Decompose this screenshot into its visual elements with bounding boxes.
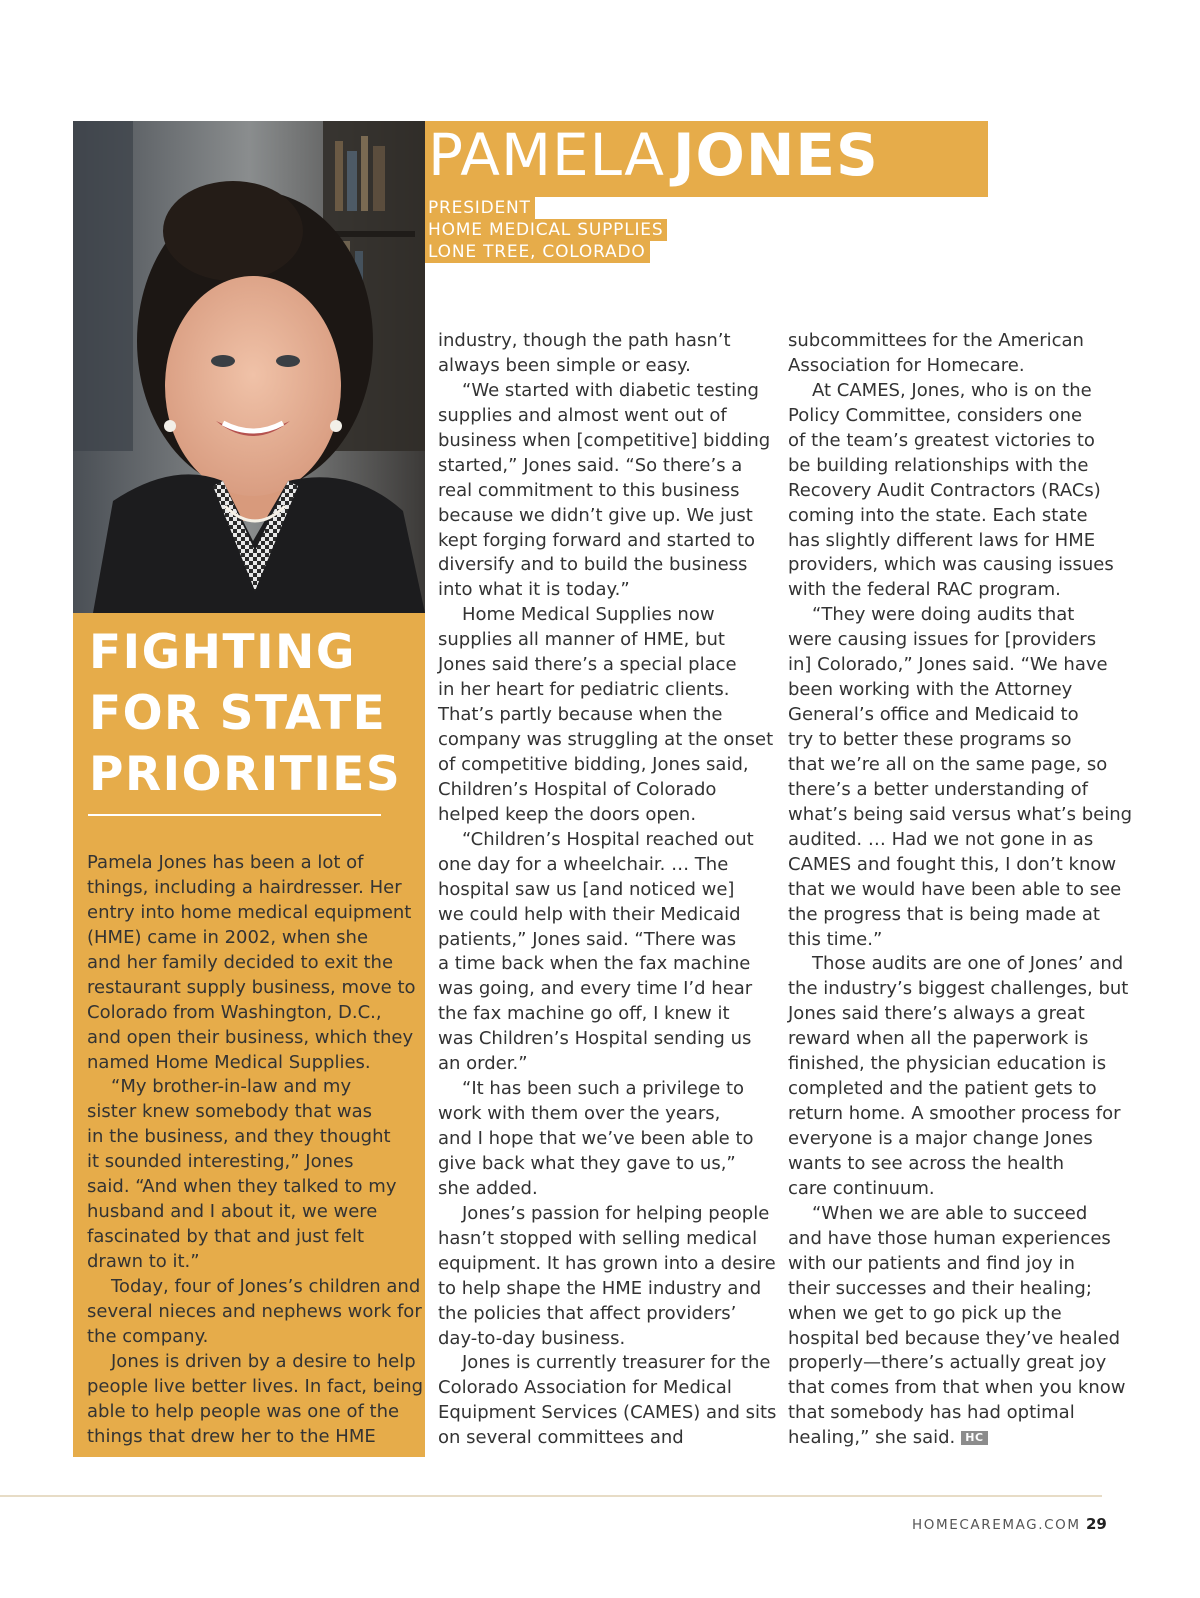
- article-line: [788, 1302, 1132, 1327]
- article-line: [438, 1252, 776, 1277]
- sidebar-headline: [89, 622, 419, 805]
- article-line: [438, 1077, 776, 1102]
- article-line-text: we could help with their Medicaid: [438, 903, 741, 925]
- article-line: [788, 803, 1132, 828]
- article-line-text: Home Medical Supplies now: [462, 604, 715, 626]
- article-line: [788, 1127, 1132, 1152]
- article-line: [438, 1152, 776, 1177]
- end-mark-icon: HC: [961, 1431, 987, 1445]
- article-line: [788, 853, 1132, 878]
- article-line-text: coming into the state. Each state: [788, 504, 1088, 526]
- article-line: [788, 1252, 1132, 1277]
- article-line-text: “Children’s Hospital reached out: [462, 828, 754, 850]
- article-line-text: supplies and almost went out of: [438, 404, 727, 426]
- article-line: [788, 703, 1132, 728]
- article-line: [788, 1426, 1132, 1451]
- article-line-text: that somebody has had optimal: [788, 1402, 1075, 1424]
- article-line-text: Pamela Jones has been a lot of: [87, 852, 364, 873]
- article-line: [788, 454, 1132, 479]
- article-line-text: General’s office and Medicaid to: [788, 704, 1079, 726]
- article-line: [438, 703, 776, 728]
- article-line-text: always been simple or easy.: [438, 354, 691, 376]
- article-line: [438, 828, 776, 853]
- article-line: [438, 1302, 776, 1327]
- article-line: [788, 529, 1132, 554]
- article-line: [87, 1300, 423, 1325]
- article-line-text: At CAMES, Jones, who is on the: [812, 379, 1092, 401]
- headline-divider: [88, 814, 381, 816]
- article-line-text: that comes from that when you know: [788, 1377, 1126, 1399]
- article-line-text: supplies all manner of HME, but: [438, 629, 725, 651]
- article-line-text: everyone is a major change Jones: [788, 1128, 1093, 1149]
- article-line-text: it sounded interesting,” Jones: [87, 1151, 354, 1173]
- article-line-text: Jones is driven by a desire to help: [111, 1350, 416, 1372]
- article-line: [87, 1250, 423, 1275]
- article-line: [438, 504, 776, 529]
- title-location: LONE TREE, COLORADO: [425, 241, 650, 263]
- article-line-text: helped keep the doors open.: [438, 803, 697, 825]
- article-line: [788, 479, 1132, 504]
- article-line-text: audited. … Had we not gone in as: [788, 828, 1094, 850]
- article-line-text: the policies that affect providers’: [438, 1302, 737, 1324]
- article-line-text: providers, which was causing issues: [788, 554, 1114, 576]
- article-line-text: been working with the Attorney: [788, 679, 1073, 701]
- article-line: [788, 1052, 1132, 1077]
- article-line: [438, 1102, 776, 1127]
- article-line-text: was going, and every time I’d hear: [438, 978, 753, 1000]
- article-line: [788, 1102, 1132, 1127]
- article-line-text: healing,” she said.: [788, 1427, 956, 1449]
- article-line-text: (HME) came in 2002, when she: [87, 926, 369, 948]
- title-company: HOME MEDICAL SUPPLIES: [425, 219, 667, 241]
- article-line: [788, 329, 1132, 354]
- article-column-left: [87, 851, 423, 1450]
- article-line-text: “My brother-in-law and my: [111, 1076, 352, 1098]
- last-name: JONES: [672, 121, 879, 189]
- article-line: [438, 1277, 776, 1302]
- article-line-text: CAMES and fought this, I don’t know: [788, 853, 1117, 875]
- article-line: [87, 1375, 423, 1400]
- article-line-text: said. “And when they talked to my: [87, 1176, 397, 1198]
- article-line-text: one day for a wheelchair. … The: [438, 853, 729, 875]
- article-line-text: things, including a hairdresser. Her: [87, 876, 402, 898]
- article-line-text: husband and I about it, we were: [87, 1201, 378, 1223]
- article-line: [87, 1350, 423, 1375]
- footer-divider: [0, 1495, 1102, 1497]
- portrait-photo: [73, 121, 425, 613]
- article-line-text: Colorado from Washington, D.C.,: [87, 1001, 382, 1023]
- article-line-text: because we didn’t give up. We just: [438, 504, 753, 526]
- article-line-text: with the federal RAC program.: [788, 579, 1061, 601]
- article-line-text: kept forging forward and started to: [438, 529, 756, 551]
- article-line: [87, 1026, 423, 1051]
- article-line: [788, 753, 1132, 778]
- article-line: [438, 977, 776, 1002]
- article-line-text: started,” Jones said. “So there’s a: [438, 454, 743, 476]
- article-line-text: and open their business, which they: [87, 1026, 414, 1048]
- article-line: [788, 1227, 1132, 1252]
- article-line: [438, 1327, 776, 1352]
- article-line: [788, 878, 1132, 903]
- article-line: [438, 778, 776, 803]
- article-line: [438, 1177, 776, 1202]
- article-line: [788, 1401, 1132, 1426]
- article-line: [788, 952, 1132, 977]
- article-line: [87, 1175, 423, 1200]
- article-line: [438, 952, 776, 977]
- article-line-text: to help shape the HME industry and: [438, 1277, 762, 1299]
- article-line: [87, 1425, 423, 1450]
- article-line-text: on several committees and: [438, 1427, 684, 1449]
- article-line: [438, 529, 776, 554]
- article-line-text: Children’s Hospital of Colorado: [438, 778, 717, 800]
- article-line: [788, 603, 1132, 628]
- first-name: PAMELA: [428, 121, 665, 189]
- article-line: [438, 379, 776, 404]
- article-line-text: with our patients and find joy in: [788, 1252, 1075, 1274]
- article-line-text: completed and the patient gets to: [788, 1078, 1097, 1100]
- article-line: [438, 878, 776, 903]
- article-line-text: and I hope that we’ve been able to: [438, 1128, 754, 1149]
- footer-website: HOMECAREMAG.COM: [912, 1517, 1081, 1533]
- article-line: [87, 951, 423, 976]
- article-line: [87, 901, 423, 926]
- article-line-text: care continuum.: [788, 1177, 935, 1199]
- article-line-text: restaurant supply business, move to: [87, 976, 416, 998]
- article-line: [438, 429, 776, 454]
- article-line: [788, 1351, 1132, 1376]
- article-line: [438, 578, 776, 603]
- article-line: [438, 1202, 776, 1227]
- article-line: [788, 1002, 1132, 1027]
- article-line-text: the company.: [87, 1325, 209, 1347]
- article-line-text: finished, the physician education is: [788, 1053, 1107, 1075]
- profile-name: [428, 118, 879, 192]
- article-line: [87, 1400, 423, 1425]
- article-line: [438, 728, 776, 753]
- article-line-text: real commitment to this business: [438, 479, 740, 501]
- article-line-text: this time.”: [788, 928, 883, 950]
- article-line: [438, 1052, 776, 1077]
- article-line: [438, 853, 776, 878]
- article-line-text: entry into home medical equipment: [87, 901, 412, 923]
- article-line-text: Recovery Audit Contractors (RACs): [788, 479, 1101, 501]
- article-line: [438, 1002, 776, 1027]
- article-line: [438, 354, 776, 379]
- article-line: [438, 1401, 776, 1426]
- article-line-text: Colorado Association for Medical: [438, 1377, 732, 1399]
- article-line-text: and have those human experiences: [788, 1227, 1111, 1249]
- article-line-text: “When we are able to succeed: [812, 1202, 1088, 1224]
- article-line: [788, 728, 1132, 753]
- article-line-text: was Children’s Hospital sending us: [438, 1028, 752, 1050]
- article-line: [788, 1152, 1132, 1177]
- article-line: [438, 928, 776, 953]
- article-line: [788, 504, 1132, 529]
- article-line-text: has slightly different laws for HME: [788, 529, 1096, 551]
- article-line-text: in her heart for pediatric clients.: [438, 679, 730, 701]
- article-line-text: Jones’s passion for helping people: [462, 1202, 770, 1224]
- article-line: [788, 653, 1132, 678]
- article-line: [438, 803, 776, 828]
- article-line: [87, 1150, 423, 1175]
- article-line: [788, 379, 1132, 404]
- article-line-text: Those audits are one of Jones’ and: [812, 953, 1124, 975]
- article-line-text: that we’re all on the same page, so: [788, 753, 1108, 775]
- article-line-text: in] Colorado,” Jones said. “We have: [788, 654, 1108, 676]
- article-line: [788, 553, 1132, 578]
- article-line: [788, 778, 1132, 803]
- article-line-text: a time back when the fax machine: [438, 953, 751, 975]
- headline-line: PRIORITIES: [89, 747, 402, 802]
- article-line-text: diversify and to build the business: [438, 554, 748, 576]
- article-line: [788, 1202, 1132, 1227]
- article-line: [87, 1325, 423, 1350]
- article-line: [788, 628, 1132, 653]
- article-line-text: that we would have been able to see: [788, 878, 1122, 900]
- article-line: [438, 653, 776, 678]
- article-column-middle: [438, 329, 776, 1451]
- article-line-text: Policy Committee, considers one: [788, 404, 1083, 426]
- article-line: [788, 578, 1132, 603]
- article-line: [438, 454, 776, 479]
- article-line-text: subcommittees for the American: [788, 330, 1084, 351]
- article-line: [438, 1376, 776, 1401]
- article-line: [87, 1275, 423, 1300]
- article-line-text: an order.”: [438, 1053, 528, 1075]
- article-line-text: return home. A smoother process for: [788, 1103, 1121, 1125]
- article-line: [438, 1127, 776, 1152]
- article-line-text: named Home Medical Supplies.: [87, 1051, 371, 1073]
- article-line-text: company was struggling at the onset: [438, 729, 774, 750]
- article-line-text: “It has been such a privilege to: [462, 1078, 745, 1100]
- article-line: [87, 1075, 423, 1100]
- article-line-text: Today, four of Jones’s children and: [111, 1275, 421, 1297]
- article-line: [87, 1225, 423, 1250]
- article-line: [788, 903, 1132, 928]
- article-line-text: equipment. It has grown into a desire: [438, 1252, 776, 1274]
- article-line-text: Equipment Services (CAMES) and sits: [438, 1402, 777, 1424]
- article-line: [438, 553, 776, 578]
- article-line-text: properly—there’s actually great joy: [788, 1352, 1107, 1374]
- article-line-text: Jones said there’s a special place: [438, 654, 737, 676]
- article-line-text: Association for Homecare.: [788, 354, 1025, 376]
- article-line-text: the fax machine go off, I knew it: [438, 1003, 730, 1025]
- article-line: [438, 603, 776, 628]
- article-line: [438, 903, 776, 928]
- article-line: [788, 354, 1132, 379]
- article-line-text: reward when all the paperwork is: [788, 1028, 1089, 1050]
- article-line: [438, 678, 776, 703]
- article-line-text: of competitive bidding, Jones said,: [438, 753, 749, 775]
- article-line-text: be building relationships with the: [788, 454, 1089, 476]
- article-line-text: what’s being said versus what’s being: [788, 803, 1133, 825]
- article-line: [788, 404, 1132, 429]
- article-line: [87, 1051, 423, 1076]
- article-line-text: things that drew her to the HME: [87, 1425, 376, 1447]
- article-line: [788, 1177, 1132, 1202]
- article-line: [788, 1077, 1132, 1102]
- article-line: [788, 977, 1132, 1002]
- article-line: [788, 928, 1132, 953]
- article-line-text: of the team’s greatest victories to: [788, 429, 1095, 451]
- article-column-right: [788, 329, 1132, 1451]
- article-line: [788, 1277, 1132, 1302]
- article-line-text: hospital bed because they’ve healed: [788, 1327, 1121, 1349]
- article-line: [788, 1027, 1132, 1052]
- article-line-text: hasn’t stopped with selling medical: [438, 1227, 758, 1249]
- article-line: [438, 329, 776, 354]
- article-line: [438, 1351, 776, 1376]
- article-line: [438, 479, 776, 504]
- article-line-text: wants to see across the health: [788, 1152, 1065, 1174]
- article-line-text: able to help people was one of the: [87, 1400, 400, 1422]
- article-line: [788, 1327, 1132, 1352]
- article-line-text: industry, though the path hasn’t: [438, 330, 731, 351]
- article-line: [788, 678, 1132, 703]
- article-line: [87, 876, 423, 901]
- article-line: [788, 828, 1132, 853]
- article-line: [87, 851, 423, 876]
- article-line: [87, 1001, 423, 1026]
- article-line: [87, 926, 423, 951]
- article-line-text: hospital saw us [and noticed we]: [438, 878, 735, 900]
- article-line: [438, 404, 776, 429]
- article-line-text: Jones is currently treasurer for the: [462, 1352, 771, 1374]
- article-line: [788, 1376, 1132, 1401]
- title-position: PRESIDENT: [425, 197, 535, 219]
- article-line: [438, 753, 776, 778]
- article-line-text: drawn to it.”: [87, 1251, 200, 1272]
- article-line-text: fascinated by that and just felt: [87, 1226, 365, 1248]
- article-line: [87, 1125, 423, 1150]
- article-line-text: Jones said there’s always a great: [788, 1003, 1085, 1025]
- article-line: [87, 1100, 423, 1125]
- article-line-text: several nieces and nephews work for: [87, 1300, 422, 1322]
- article-line-text: That’s partly because when the: [438, 704, 723, 726]
- headline-line: FIGHTING: [89, 625, 356, 680]
- article-line-text: were causing issues for [providers: [788, 629, 1097, 651]
- article-line-text: in the business, and they thought: [87, 1126, 391, 1148]
- article-line-text: the industry’s biggest challenges, but: [788, 978, 1129, 1000]
- article-line: [87, 976, 423, 1001]
- article-line-text: she added.: [438, 1177, 538, 1199]
- article-line: [438, 1426, 776, 1451]
- article-line-text: day-to-day business.: [438, 1327, 626, 1349]
- article-line-text: try to better these programs so: [788, 729, 1072, 750]
- article-line: [438, 1227, 776, 1252]
- article-line: [438, 628, 776, 653]
- article-line-text: there’s a better understanding of: [788, 778, 1088, 800]
- headline-line: FOR STATE: [89, 686, 387, 741]
- article-line: [788, 429, 1132, 454]
- page-number: 29: [1086, 1515, 1107, 1533]
- article-line-text: “They were doing audits that: [812, 604, 1075, 626]
- article-line-text: people live better lives. In fact, being: [87, 1375, 424, 1397]
- article-line-text: give back what they gave to us,”: [438, 1152, 736, 1174]
- article-line: [438, 1027, 776, 1052]
- article-line-text: their successes and their healing;: [788, 1277, 1092, 1299]
- article-line: [87, 1200, 423, 1225]
- article-line-text: the progress that is being made at: [788, 903, 1100, 925]
- article-line-text: patients,” Jones said. “There was: [438, 928, 737, 950]
- article-line-text: “We started with diabetic testing: [462, 379, 759, 401]
- article-line-text: business when [competitive] bidding: [438, 429, 771, 451]
- article-line-text: and her family decided to exit the: [87, 951, 394, 973]
- article-line-text: sister knew somebody that was: [87, 1101, 373, 1123]
- article-line-text: into what it is today.”: [438, 579, 630, 601]
- article-line-text: when we get to go pick up the: [788, 1302, 1062, 1324]
- article-line-text: work with them over the years,: [438, 1103, 721, 1125]
